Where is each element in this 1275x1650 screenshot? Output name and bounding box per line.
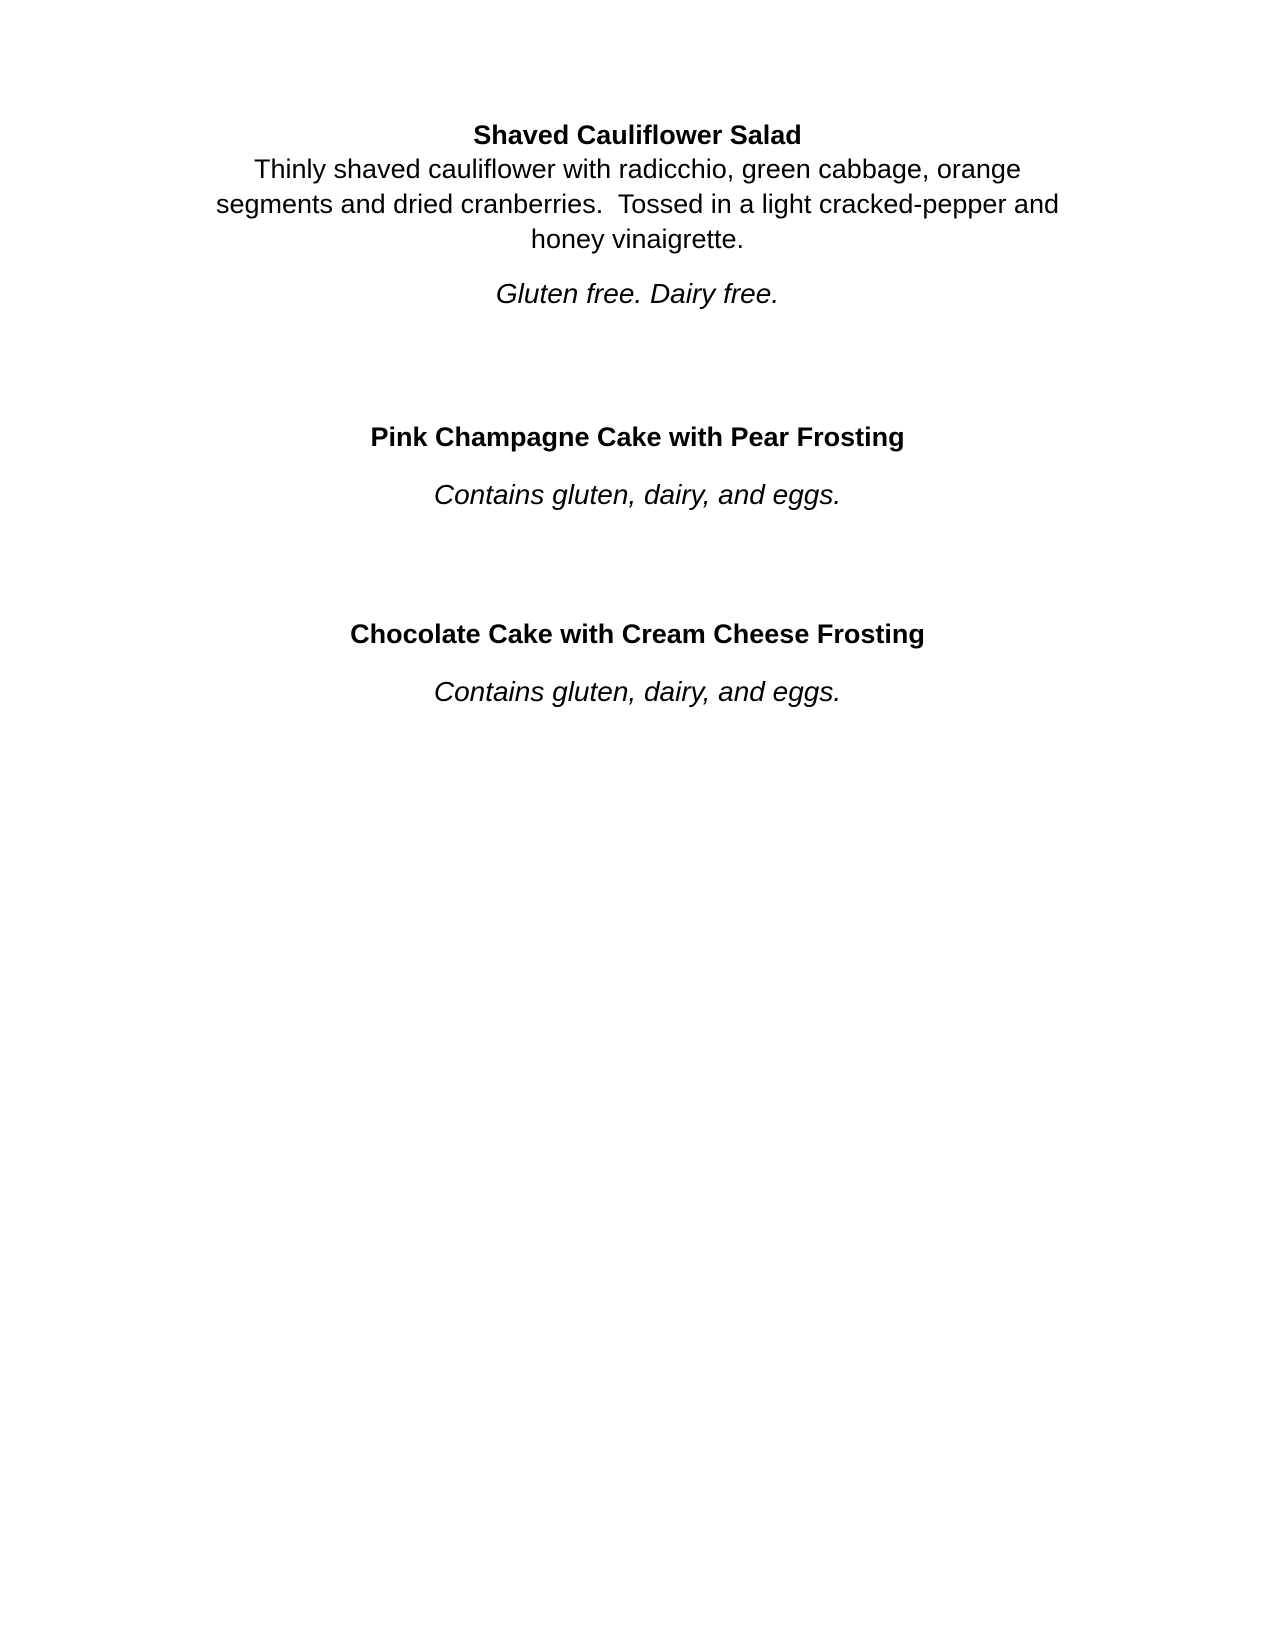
menu-item-chocolate-cake bbox=[0, 617, 1275, 709]
dietary-note: Contains gluten, dairy, and eggs. bbox=[433, 479, 842, 510]
dish-title: Shaved Cauliflower Salad bbox=[473, 120, 802, 150]
dish-title: Chocolate Cake with Cream Cheese Frosting bbox=[350, 619, 925, 649]
dish-description bbox=[158, 152, 1118, 257]
dietary-note: Gluten free. Dairy free. bbox=[495, 278, 780, 309]
menu-item-shaved-cauliflower-salad bbox=[0, 118, 1275, 311]
dish-description-line: Thinly shaved cauliflower with radicchio, green cabbage, orange bbox=[254, 154, 1021, 184]
dish-title: Pink Champagne Cake with Pear Frosting bbox=[370, 422, 905, 452]
dish-description-line: honey vinaigrette. bbox=[530, 224, 745, 254]
dish-description-line: segments and dried cranberries. Tossed in a light cracked-pepper and bbox=[216, 189, 1059, 219]
dietary-note: Contains gluten, dairy, and eggs. bbox=[433, 676, 842, 707]
menu-item-pink-champagne-cake bbox=[0, 420, 1275, 512]
